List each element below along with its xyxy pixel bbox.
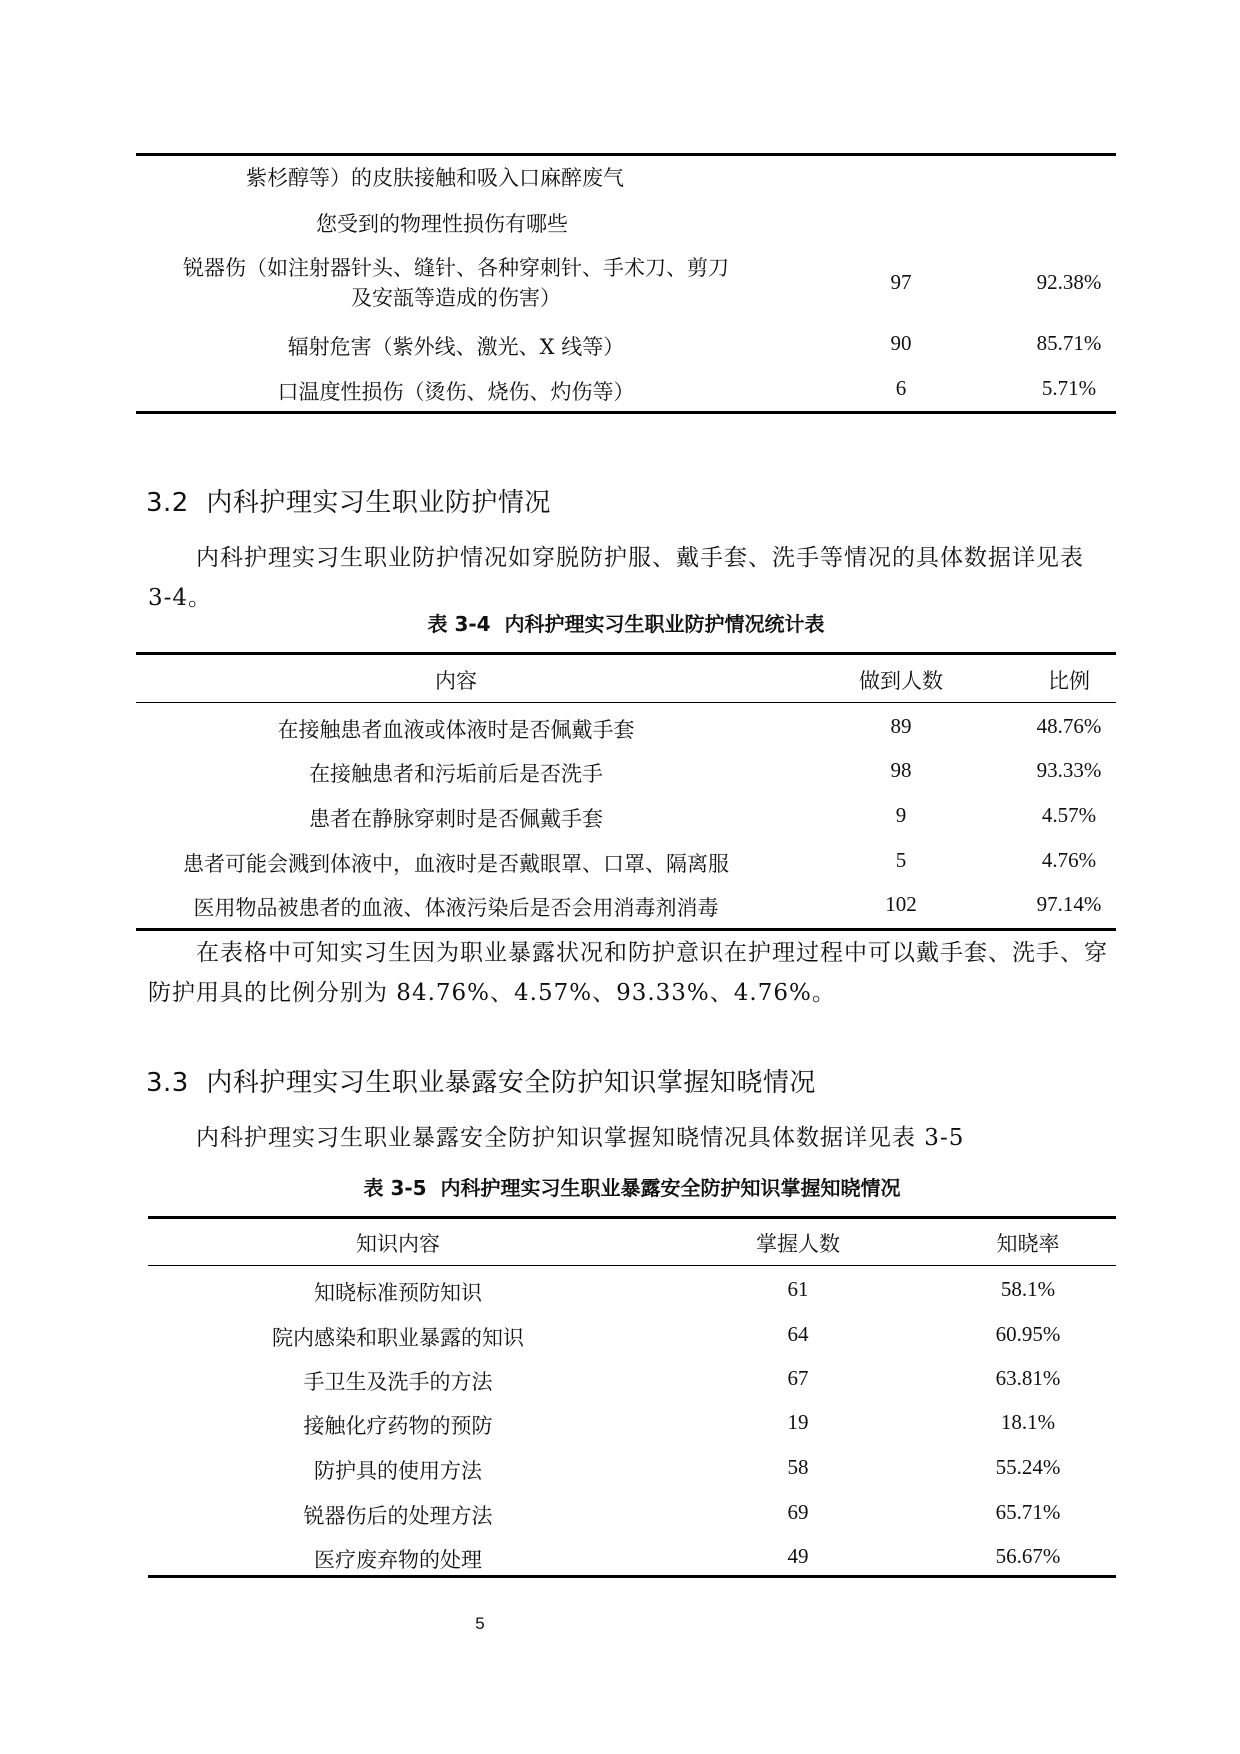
table-cell-content: 在接触患者血液或体液时是否佩戴手套	[277, 718, 635, 742]
table-header-cell: 内容	[435, 669, 477, 693]
page-number: 5	[475, 1614, 485, 1633]
table-caption: 表 3-4 内科护理实习生职业防护情况统计表	[427, 612, 825, 636]
table-row	[148, 1277, 1116, 1307]
table-prev-row	[136, 331, 1116, 361]
table-cell-content: 医用物品被患者的血液、体液污染后是否会用消毒剂消毒	[193, 896, 719, 920]
table-cell-count: 67	[787, 1366, 809, 1390]
table-row	[136, 892, 1116, 922]
table-cell-ratio: 65.71%	[995, 1500, 1061, 1524]
table-cell-count: 19	[787, 1410, 809, 1434]
table-cell-ratio: 56.67%	[995, 1544, 1061, 1568]
table-cell-content: 院内感染和职业暴露的知识	[272, 1326, 524, 1350]
table-cell-ratio: 60.95%	[995, 1322, 1061, 1346]
table-cell-ratio: 55.24%	[995, 1455, 1061, 1479]
table-cell-count: 9	[895, 803, 907, 827]
table-prev-cell-ratio: 85.71%	[1036, 331, 1102, 355]
table-row	[148, 1500, 1116, 1530]
table-prev-cell-count: 97	[890, 270, 912, 294]
body-paragraph: 内科护理实习生职业防护情况如穿脱防护服、戴手套、洗手等情况的具体数据详见表 3-4。	[148, 545, 1084, 611]
table-cell-content: 知晓标准预防知识	[314, 1281, 482, 1305]
table-cell-ratio: 4.57%	[1041, 803, 1097, 827]
table-cell-ratio: 63.81%	[995, 1366, 1061, 1390]
table-row	[148, 1366, 1116, 1396]
table-row	[148, 1455, 1116, 1485]
table-bottom-rule	[136, 928, 1116, 931]
table-cell-count: 49	[787, 1544, 809, 1568]
table-cell-content: 接触化疗药物的预防	[303, 1414, 493, 1438]
table-cell-count: 69	[787, 1500, 809, 1524]
table-header-row	[148, 1228, 1116, 1258]
table-prev-cell-content-cont: 及安瓿等造成的伤害）	[351, 286, 561, 310]
table-cell-content: 在接触患者和污垢前后是否洗手	[309, 762, 603, 786]
table-cell-count: 89	[890, 714, 912, 738]
table-header-cell: 知识内容	[356, 1232, 440, 1256]
table-cell-content: 防护具的使用方法	[314, 1459, 482, 1483]
table-prev-row	[136, 253, 1116, 317]
table-cell-ratio: 48.76%	[1036, 714, 1102, 738]
table-header-row	[136, 665, 1116, 695]
table-header-rule	[148, 1265, 1116, 1266]
table-prev-row	[136, 376, 1116, 406]
table-prev-cell-content: 锐器伤（如注射器针头、缝针、各种穿刺针、手术刀、剪刀	[183, 256, 729, 280]
table-cell-count: 64	[787, 1322, 809, 1346]
table-cell-content: 医疗废弃物的处理	[314, 1548, 482, 1572]
table-cell-content: 患者在静脉穿刺时是否佩戴手套	[309, 807, 603, 831]
table-row	[136, 714, 1116, 744]
table-prev-top-rule	[136, 153, 1116, 156]
table-header-cell: 掌握人数	[756, 1232, 840, 1256]
table-cell-count: 61	[787, 1277, 809, 1301]
table-cell-count: 102	[885, 892, 917, 916]
table-caption: 表 3-5 内科护理实习生职业暴露安全防护知识掌握知晓情况	[363, 1176, 901, 1200]
table-prev-bottom-rule	[136, 411, 1116, 414]
table-cell-ratio: 97.14%	[1036, 892, 1102, 916]
table-row	[136, 758, 1116, 788]
section-heading: 3.2 内科护理实习生职业防护情况	[146, 488, 551, 518]
section-heading: 3.3 内科护理实习生职业暴露安全防护知识掌握知晓情况	[146, 1068, 816, 1098]
table-bottom-rule	[148, 1575, 1116, 1578]
table-prev-cell-ratio: 5.71%	[1041, 376, 1097, 400]
table-prev-cell-content: 口温度性损伤（烫伤、烧伤、灼伤等）	[277, 380, 635, 404]
table-cell-ratio: 18.1%	[1000, 1410, 1056, 1434]
table-prev-cell-content: 您受到的物理性损伤有哪些	[316, 212, 568, 236]
table-prev-cell-content: 紫杉醇等）的皮肤接触和吸入口麻醉废气	[246, 166, 624, 190]
table-cell-count: 5	[895, 848, 907, 872]
table-header-cell: 知晓率	[996, 1232, 1060, 1256]
table-cell-count: 58	[787, 1455, 809, 1479]
table-top-rule	[136, 652, 1116, 655]
table-header-cell: 做到人数	[859, 669, 943, 693]
table-top-rule	[148, 1216, 1116, 1219]
table-prev-row	[136, 164, 1006, 192]
table-header-rule	[136, 702, 1116, 703]
body-paragraph: 在表格中可知实习生因为职业暴露状况和防护意识在护理过程中可以戴手套、洗手、穿防护用具的比例分别为 84.76%、4.57%、93.33%、4.76%。	[148, 940, 1108, 1006]
table-row	[148, 1410, 1116, 1440]
table-cell-content: 手卫生及洗手的方法	[303, 1370, 493, 1394]
table-row	[136, 848, 1116, 878]
table-prev-cell-ratio: 92.38%	[1036, 270, 1102, 294]
table-row	[148, 1322, 1116, 1352]
table-cell-ratio: 4.76%	[1041, 848, 1097, 872]
table-prev-cell-count: 6	[895, 376, 907, 400]
table-row	[148, 1544, 1116, 1574]
table-header-cell: 比例	[1048, 669, 1090, 693]
table-cell-count: 98	[890, 758, 912, 782]
table-prev-cell-count: 90	[890, 331, 912, 355]
table-cell-content: 锐器伤后的处理方法	[303, 1504, 493, 1528]
table-prev-cell-content: 辐射危害（紫外线、激光、X 线等）	[287, 335, 625, 359]
table-prev-row	[136, 210, 1076, 238]
body-paragraph: 内科护理实习生职业暴露安全防护知识掌握知晓情况具体数据详见表 3-5	[196, 1125, 965, 1151]
table-cell-content: 患者可能会溅到体液中，血液时是否戴眼罩、口罩、隔离服	[183, 852, 729, 876]
table-cell-ratio: 93.33%	[1036, 758, 1102, 782]
table-cell-ratio: 58.1%	[1000, 1277, 1056, 1301]
table-row	[136, 803, 1116, 833]
